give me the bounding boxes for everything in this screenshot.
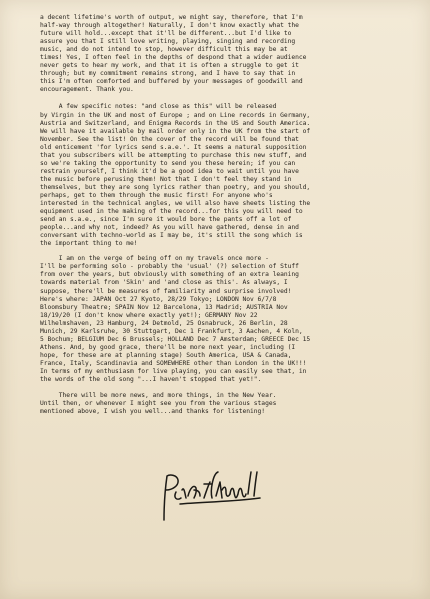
text-line: We will have it available by mail order only in the UK from the start of — [40, 127, 311, 135]
paragraph-specific-notes — [40, 103, 390, 248]
text-line: perhaps, get to them through the music first! For anyone who's — [40, 191, 273, 199]
text-line: old enticement 'for lyrics send s.a.e.'. It seems a natural supposition — [40, 143, 307, 151]
text-line: so we're taking the opportunity to send you these herein; if you can — [40, 159, 296, 167]
text-line: towards material from 'Skin' and 'and close as this'. As always, I — [40, 279, 288, 287]
text-line: from over the years, but obviously with something of an extra leaning — [40, 271, 299, 279]
text-line: restrain yourself, I think it'd be a good idea to wait until you have — [40, 167, 299, 175]
text-line: France, Italy, Scandinavia and SOMEWHERE other than London in the UK!!! — [40, 359, 307, 367]
text-line: future will hold...except that it'll be different...but I'd like to — [40, 30, 292, 38]
text-line: hope, for these are at planning stage) South America, USA & Canada, — [40, 351, 292, 359]
text-line: Until then, or whenever I might see you from the various stages — [40, 400, 277, 408]
text-line: Athens. And, by good grace, there'll be more next year, including (I — [40, 343, 296, 351]
text-line: Bloomsbury Theatre; SPAIN Nov 12 Barcelona, 13 Madrid; AUSTRIA Nov — [40, 303, 288, 311]
text-line: interested in the technical angles, we will also have sheets listing the — [40, 200, 311, 208]
text-line: I'll be performing solo - probably the 'usual' (?) selection of Stuff — [40, 263, 299, 271]
text-line: by Virgin in the UK and most of Europe ; and on Line records in Germany, — [40, 111, 311, 119]
text-line: equipment used in the making of the record...for this you will need to — [40, 208, 303, 216]
text-line: There will be more news, and more things, in the New Year. — [40, 392, 277, 400]
signature-image — [150, 468, 270, 528]
text-line: Munich, 29 Karlsruhe, 30 Stuttgart, Dec 1 Frankfurt, 3 Aachen, 4 Koln, — [40, 327, 303, 335]
text-line: music, and do not intend to stop, however difficult this may be at — [40, 46, 288, 54]
text-line: a decent lifetime's worth of output, we might say, therefore, that I'm — [40, 14, 303, 21]
text-line: assure you that I still love writing, playing, singing and recording — [40, 38, 296, 46]
text-line: conversant with techno-world as I may be, it's still the song which is — [40, 232, 303, 240]
text-line: themselves, but they are song lyrics rather than poetry, and you should, — [40, 183, 311, 191]
paragraph-intro — [40, 14, 390, 94]
text-line: never gets to hear my work, and that it is often a struggle to get it — [40, 62, 299, 70]
text-line: through; but my commitment remains strong, and I have to say that in — [40, 70, 296, 78]
text-line: suppose, there'll be measures of familiarity and surprise involved! — [40, 287, 292, 295]
text-line: 5 Bochum; BELGIUM Dec 6 Brussels; HOLLAND Dec 7 Amsterdam; GREECE Dec 15 — [40, 335, 311, 343]
text-line: the words of the old song "...I haven't stopped that yet!". — [40, 376, 262, 384]
text-line: November. See the list! On the cover of the record will be found that — [40, 135, 299, 143]
text-line: A few specific notes: "and close as this" will be released — [40, 103, 277, 111]
text-line: the music before perusing them! Not that I don't feel they stand in — [40, 175, 292, 183]
text-line: Wilhelmshaven, 23 Hamburg, 24 Detmold, 25 Osnabruck, 26 Berlin, 28 — [40, 319, 288, 327]
text-line: I am on the verge of being off on my travels once more - — [40, 255, 269, 263]
text-line: Here's where: JAPAN Oct 27 Kyoto, 28/29 Tokyo; LONDON Nov 6/7/8 — [40, 295, 277, 303]
text-line: people...and why not, indeed? As you will have gathered, dense in and — [40, 224, 299, 232]
text-line: Austria and Switzerland, and Enigma Records in the US and South America. — [40, 119, 311, 127]
text-line: send an s.a.e., since I'm sure it would bore the pants off a lot of — [40, 216, 292, 224]
text-line: the important thing to me! — [40, 240, 138, 248]
text-line: encouragement. Thank you. — [40, 86, 134, 94]
text-line: this I'm often comforted and buffered by your messages of goodwill and — [40, 78, 303, 86]
text-line: In terms of my enthusiasm for live playing, you can easily see that, in — [40, 367, 307, 375]
text-line: times! Yes, I often feel in the depths of despond that a wider audience — [40, 54, 307, 62]
text-line: 18/19/20 (I don't know where exactly yet!); GERMANY Nov 22 — [40, 311, 258, 319]
paragraph-tour-dates — [40, 255, 390, 384]
text-line: that you subscribers will be attempting to purchase this new stuff, and — [40, 151, 307, 159]
paragraph-closing — [40, 392, 390, 416]
text-line: mentioned above, I wish you well...and thanks for listening! — [40, 408, 266, 416]
text-line: half-way through altogether! Naturally, I don't know exactly what the — [40, 22, 299, 30]
